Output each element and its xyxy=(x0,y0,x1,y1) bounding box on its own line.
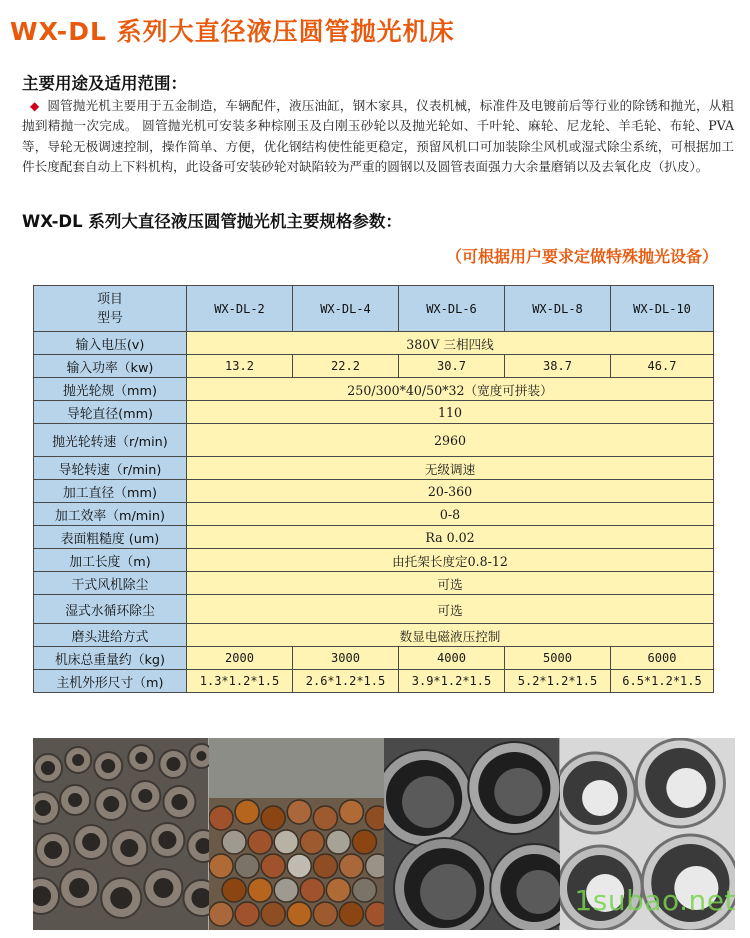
photo-round-steel-bars xyxy=(209,738,385,930)
row-label-cell: 湿式水循环除尘 xyxy=(34,595,187,624)
model-header-cell: WX-DL-10 xyxy=(611,286,714,332)
row-value-cell: 46.7 xyxy=(611,355,714,378)
table-row xyxy=(34,378,714,401)
row-label-cell: 干式风机除尘 xyxy=(34,572,187,595)
header-model-label: 型号 xyxy=(97,310,123,326)
table-row xyxy=(34,624,714,647)
row-label-cell: 抛光轮转速（r/min) xyxy=(34,424,187,457)
row-value-cell: 13.2 xyxy=(187,355,293,378)
table-row xyxy=(34,355,714,378)
row-label-cell: 加工长度（m) xyxy=(34,549,187,572)
row-value-cell: 可选 xyxy=(187,595,714,624)
row-value-cell: 3000 xyxy=(293,647,399,670)
spec-table xyxy=(33,285,714,693)
row-label-cell: 表面粗糙度 (um) xyxy=(34,526,187,549)
row-value-cell: 5.2*1.2*1.5 xyxy=(505,670,611,693)
diamond-bullet-icon: ◆ xyxy=(30,99,40,113)
row-value-cell: 5000 xyxy=(505,647,611,670)
row-label-cell: 输入电压(v) xyxy=(34,332,187,355)
table-row xyxy=(34,480,714,503)
row-label-cell: 抛光轮规（mm) xyxy=(34,378,187,401)
table-row xyxy=(34,424,714,457)
usage-text: 圆管抛光机主要用于五金制造，车辆配件，液压油缸，钢木家具，仪表机械，标准件及电镀前后等行业的除锈和抛光，从粗抛到精抛一次完成。 圆管抛光机可安装多种棕刚玉及白刚玉砂轮以及抛光轮如、千叶轮、麻轮、尼龙轮、羊毛轮、布轮、PVA 等，导轮无极调速控制，操作简单、方便，优化钢结构使性能更稳定，预留风机口可加装除尘风机或湿式除尘系统，可根据加工件长度配套自动上下料机构，此设备可安装砂轮对缺陷较为严重的圆钢以及圆管表面强力大余量磨销以及去氧化皮（扒皮）。 xyxy=(22,98,735,175)
row-value-cell: 0-8 xyxy=(187,503,714,526)
row-value-cell: 22.2 xyxy=(293,355,399,378)
table-row xyxy=(34,670,714,693)
table-row xyxy=(34,332,714,355)
row-value-cell: 数显电磁液压控制 xyxy=(187,624,714,647)
model-header-cell: WX-DL-2 xyxy=(187,286,293,332)
model-header-cell: WX-DL-4 xyxy=(293,286,399,332)
header-item-model-cell xyxy=(34,286,187,332)
row-label-cell: 输入功率（kw) xyxy=(34,355,187,378)
row-value-cell: 2960 xyxy=(187,424,714,457)
photo-large-steel-tubes xyxy=(384,738,560,930)
row-label-cell: 导轮转速（r/min) xyxy=(34,457,187,480)
row-value-cell: 110 xyxy=(187,401,714,424)
table-header-row xyxy=(34,286,714,332)
row-value-cell: 6.5*1.2*1.5 xyxy=(611,670,714,693)
row-value-cell: 380V 三相四线 xyxy=(187,332,714,355)
spec-heading: WX-DL 系列大直径液压圆管抛光机主要规格参数： xyxy=(22,212,402,231)
row-value-cell: Ra 0.02 xyxy=(187,526,714,549)
row-label-cell: 主机外形尺寸（m) xyxy=(34,670,187,693)
row-value-cell: 4000 xyxy=(399,647,505,670)
header-item-label: 项目 xyxy=(97,291,123,307)
watermark: 1subao.net xyxy=(574,884,736,917)
table-row xyxy=(34,549,714,572)
row-value-cell: 可选 xyxy=(187,572,714,595)
table-row xyxy=(34,401,714,424)
table-row xyxy=(34,526,714,549)
row-value-cell: 20-360 xyxy=(187,480,714,503)
custom-order-note: （可根据用户要求定做特殊抛光设备） xyxy=(445,247,718,266)
page-title: WX-DL 系列大直径液压圆管抛光机床 xyxy=(10,17,455,46)
table-row xyxy=(34,647,714,670)
row-value-cell: 3.9*1.2*1.5 xyxy=(399,670,505,693)
row-value-cell: 38.7 xyxy=(505,355,611,378)
row-label-cell: 导轮直径(mm) xyxy=(34,401,187,424)
row-label-cell: 加工效率（m/min) xyxy=(34,503,187,526)
model-header-cell: WX-DL-8 xyxy=(505,286,611,332)
row-value-cell: 30.7 xyxy=(399,355,505,378)
model-header-cell: WX-DL-6 xyxy=(399,286,505,332)
row-label-cell: 机床总重量约（kg) xyxy=(34,647,187,670)
row-value-cell: 由托架长度定0.8-12 xyxy=(187,549,714,572)
photo-steel-pipe-bundle xyxy=(33,738,209,930)
row-value-cell: 无级调速 xyxy=(187,457,714,480)
row-value-cell: 6000 xyxy=(611,647,714,670)
row-label-cell: 加工直径（mm) xyxy=(34,480,187,503)
table-row xyxy=(34,503,714,526)
row-value-cell: 2000 xyxy=(187,647,293,670)
usage-description xyxy=(22,96,734,178)
row-value-cell: 1.3*1.2*1.5 xyxy=(187,670,293,693)
row-label-cell: 磨头进给方式 xyxy=(34,624,187,647)
usage-heading: 主要用途及适用范围： xyxy=(22,74,187,93)
table-row xyxy=(34,572,714,595)
row-value-cell: 2.6*1.2*1.5 xyxy=(293,670,399,693)
table-row xyxy=(34,595,714,624)
row-value-cell: 250/300*40/50*32（宽度可拼装） xyxy=(187,378,714,401)
table-row xyxy=(34,457,714,480)
